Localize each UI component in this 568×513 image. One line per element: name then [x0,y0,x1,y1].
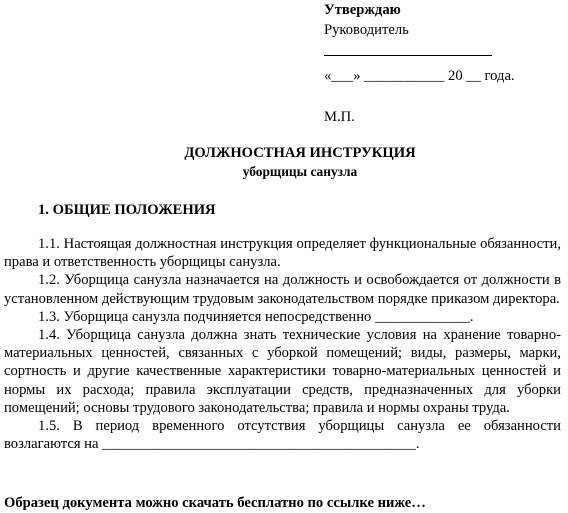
document-body [4,235,561,453]
download-note: Образец документа можно скачать бесплатно по ссылке ниже… [4,495,426,511]
approval-stamp: М.П. [324,109,355,125]
paragraph-1-5: 1.5. В период временного отсутствия уборщицы санузла ее обязанности возлагаются на ___________________________________________. [4,418,561,453]
paragraph-1-3: 1.3. Уборщица санузла подчиняется непосредственно _____________. [38,308,474,325]
signature-line [324,40,564,60]
document-title: ДОЛЖНОСТНАЯ ИНСТРУКЦИЯ [184,145,416,161]
document-subtitle: уборщицы санузла [242,164,358,179]
paragraph-1-1: 1.1. Настоящая должностная инструкция определяет функциональные обязанности, права и ответственность уборщицы санузла. [4,236,561,271]
paragraph-1-4: 1.4. Уборщица санузла должна знать технические условия на хранение товарно-материальных ценностей, связанных с уборкой помещений; виды, размеры, марки, сортность и другие качественные характеристики товарно-материальных ценностей и нормы их расхода; правила эксплуатации средств, предназначенных для уборки помещений; основы трудового законодательства; правила и нормы охраны труда. [4,327,561,416]
approval-role: Руководитель [324,22,409,38]
approval-heading: Утверждаю [324,2,401,18]
section-heading-general: 1. ОБЩИЕ ПОЛОЖЕНИЯ [38,202,216,218]
approval-block [324,0,564,127]
signature-underline [324,40,492,56]
approval-date: «___» ___________ 20 __ года. [324,68,515,84]
paragraph-1-2: 1.2. Уборщица санузла назначается на должность и освобождается от должности в установленном действующим трудовым законодательством порядке приказом директора. [4,272,561,307]
